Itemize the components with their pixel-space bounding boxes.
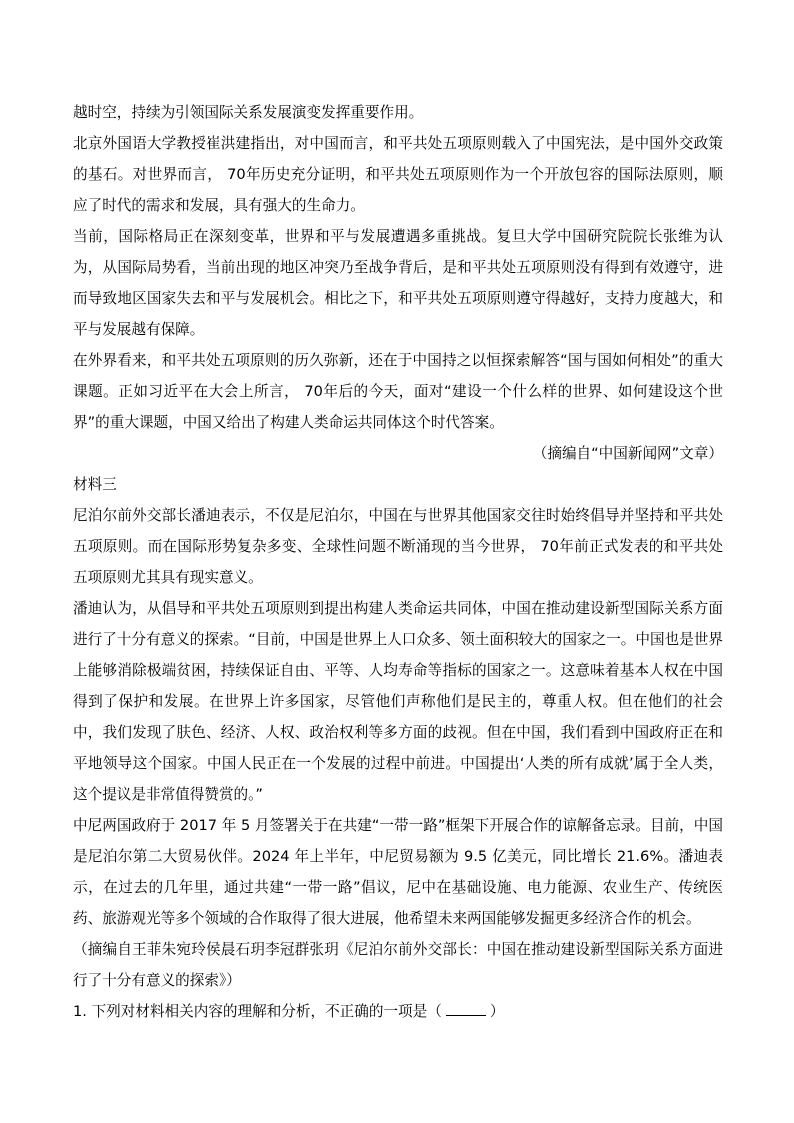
- paragraph-belt-and-road: 中尼两国政府于 2017 年 5 月签署关于在共建“一带一路”框架下开展合作的谅解备忘录。目前，中国是尼泊尔第二大贸易伙伴。2024 年上半年，中尼贸易额为 9.5 亿美元，同比增长 21.6%。潘迪表示，在过去的几年里，通过共建“一带一路”倡议，尼中在基础设施、电力能源、农业生产、传统医药、旅游观光等多个领域的合作取得了很大进展，他希望未来两国能够发掘更多经济合作的机会。: [73, 817, 723, 927]
- paragraph-cui-hongjian: 北京外国语大学教授崔洪建指出，对中国而言，和平共处五项原则载入了中国宪法，是中国外交政策的基石。对世界而言， 70年历史充分证明，和平共处五项原则作为一个开放包容的国际法原则，顺应了时代的需求和发展，具有强大的生命力。: [73, 135, 723, 214]
- source-citation-authors: （摘编自王菲朱宛玲侯晨石玥李冠群张玥《尼泊尔前外交部长：中国在推动建设新型国际关系方面进行了十分有意义的探索》）: [73, 941, 723, 989]
- question-1-close: ）: [489, 1003, 505, 1020]
- question-1: [73, 996, 723, 1027]
- question-1-text: 1. 下列对材料相关内容的理解和分析，不正确的一项是（: [73, 1003, 442, 1020]
- paragraph-pandey-quote: 潘迪认为，从倡导和平共处五项原则到提出构建人类命运共同体，中国在推动建设新型国际关系方面进行了十分有意义的探索。“目前，中国是世界上人口众多、领土面积较大的国家之一。中国也是世界上能够消除极端贫困，持续保证自由、平等、人均寿命等指标的国家之一。这意味着基本人权在中国得到了保护和发展。在世界上许多国家，尽管他们声称他们是民主的，尊重人权。但在他们的社会中，我们发现了肤色、经济、人权、政治权利等多方面的歧视。但在中国，我们看到中国政府正在和平地领导这个国家。中国人民正在一个发展的过程中前进。中国提出‘人类的所有成就’属于全人类，这个提议是非常值得赞赏的。”: [73, 600, 723, 803]
- source-citation-chinanews: （摘编自“中国新闻网”文章）: [532, 445, 723, 462]
- paragraph-zhang-weiwei: 当前，国际格局正在深刻变革，世界和平与发展遭遇多重挑战。复旦大学中国研究院院长张维为认为，从国际局势看，当前出现的地区冲突乃至战争背后，是和平共处五项原则没有得到有效遵守，进而导致地区国家失去和平与发展机会。相比之下，和平共处五项原则遵守得越好，支持力度越大，和平与发展越有保障。: [73, 228, 723, 338]
- material-three-heading: 材料三: [73, 476, 117, 493]
- paragraph-continuation: 越时空，持续为引领国际关系发展演变发挥重要作用。: [73, 104, 424, 121]
- paragraph-pandey-statement: 尼泊尔前外交部长潘迪表示，不仅是尼泊尔，中国在与世界其他国家交往时始终倡导并坚持和平共处五项原则。而在国际形势复杂多变、全球性问题不断涌现的当今世界， 70年前正式发表的和平共处五项原则尤其具有现实意义。: [73, 507, 723, 586]
- paragraph-outside-view: 在外界看来，和平共处五项原则的历久弥新，还在于中国持之以恒探索解答“国与国如何相处”的重大课题。正如习近平在大会上所言， 70年后的今天，面对“建设一个什么样的世界、如何建设这个世界”的重大课题，中国又给出了构建人类命运共同体这个时代答案。: [73, 352, 723, 431]
- document-body: [73, 97, 723, 1027]
- answer-blank[interactable]: [446, 1001, 486, 1016]
